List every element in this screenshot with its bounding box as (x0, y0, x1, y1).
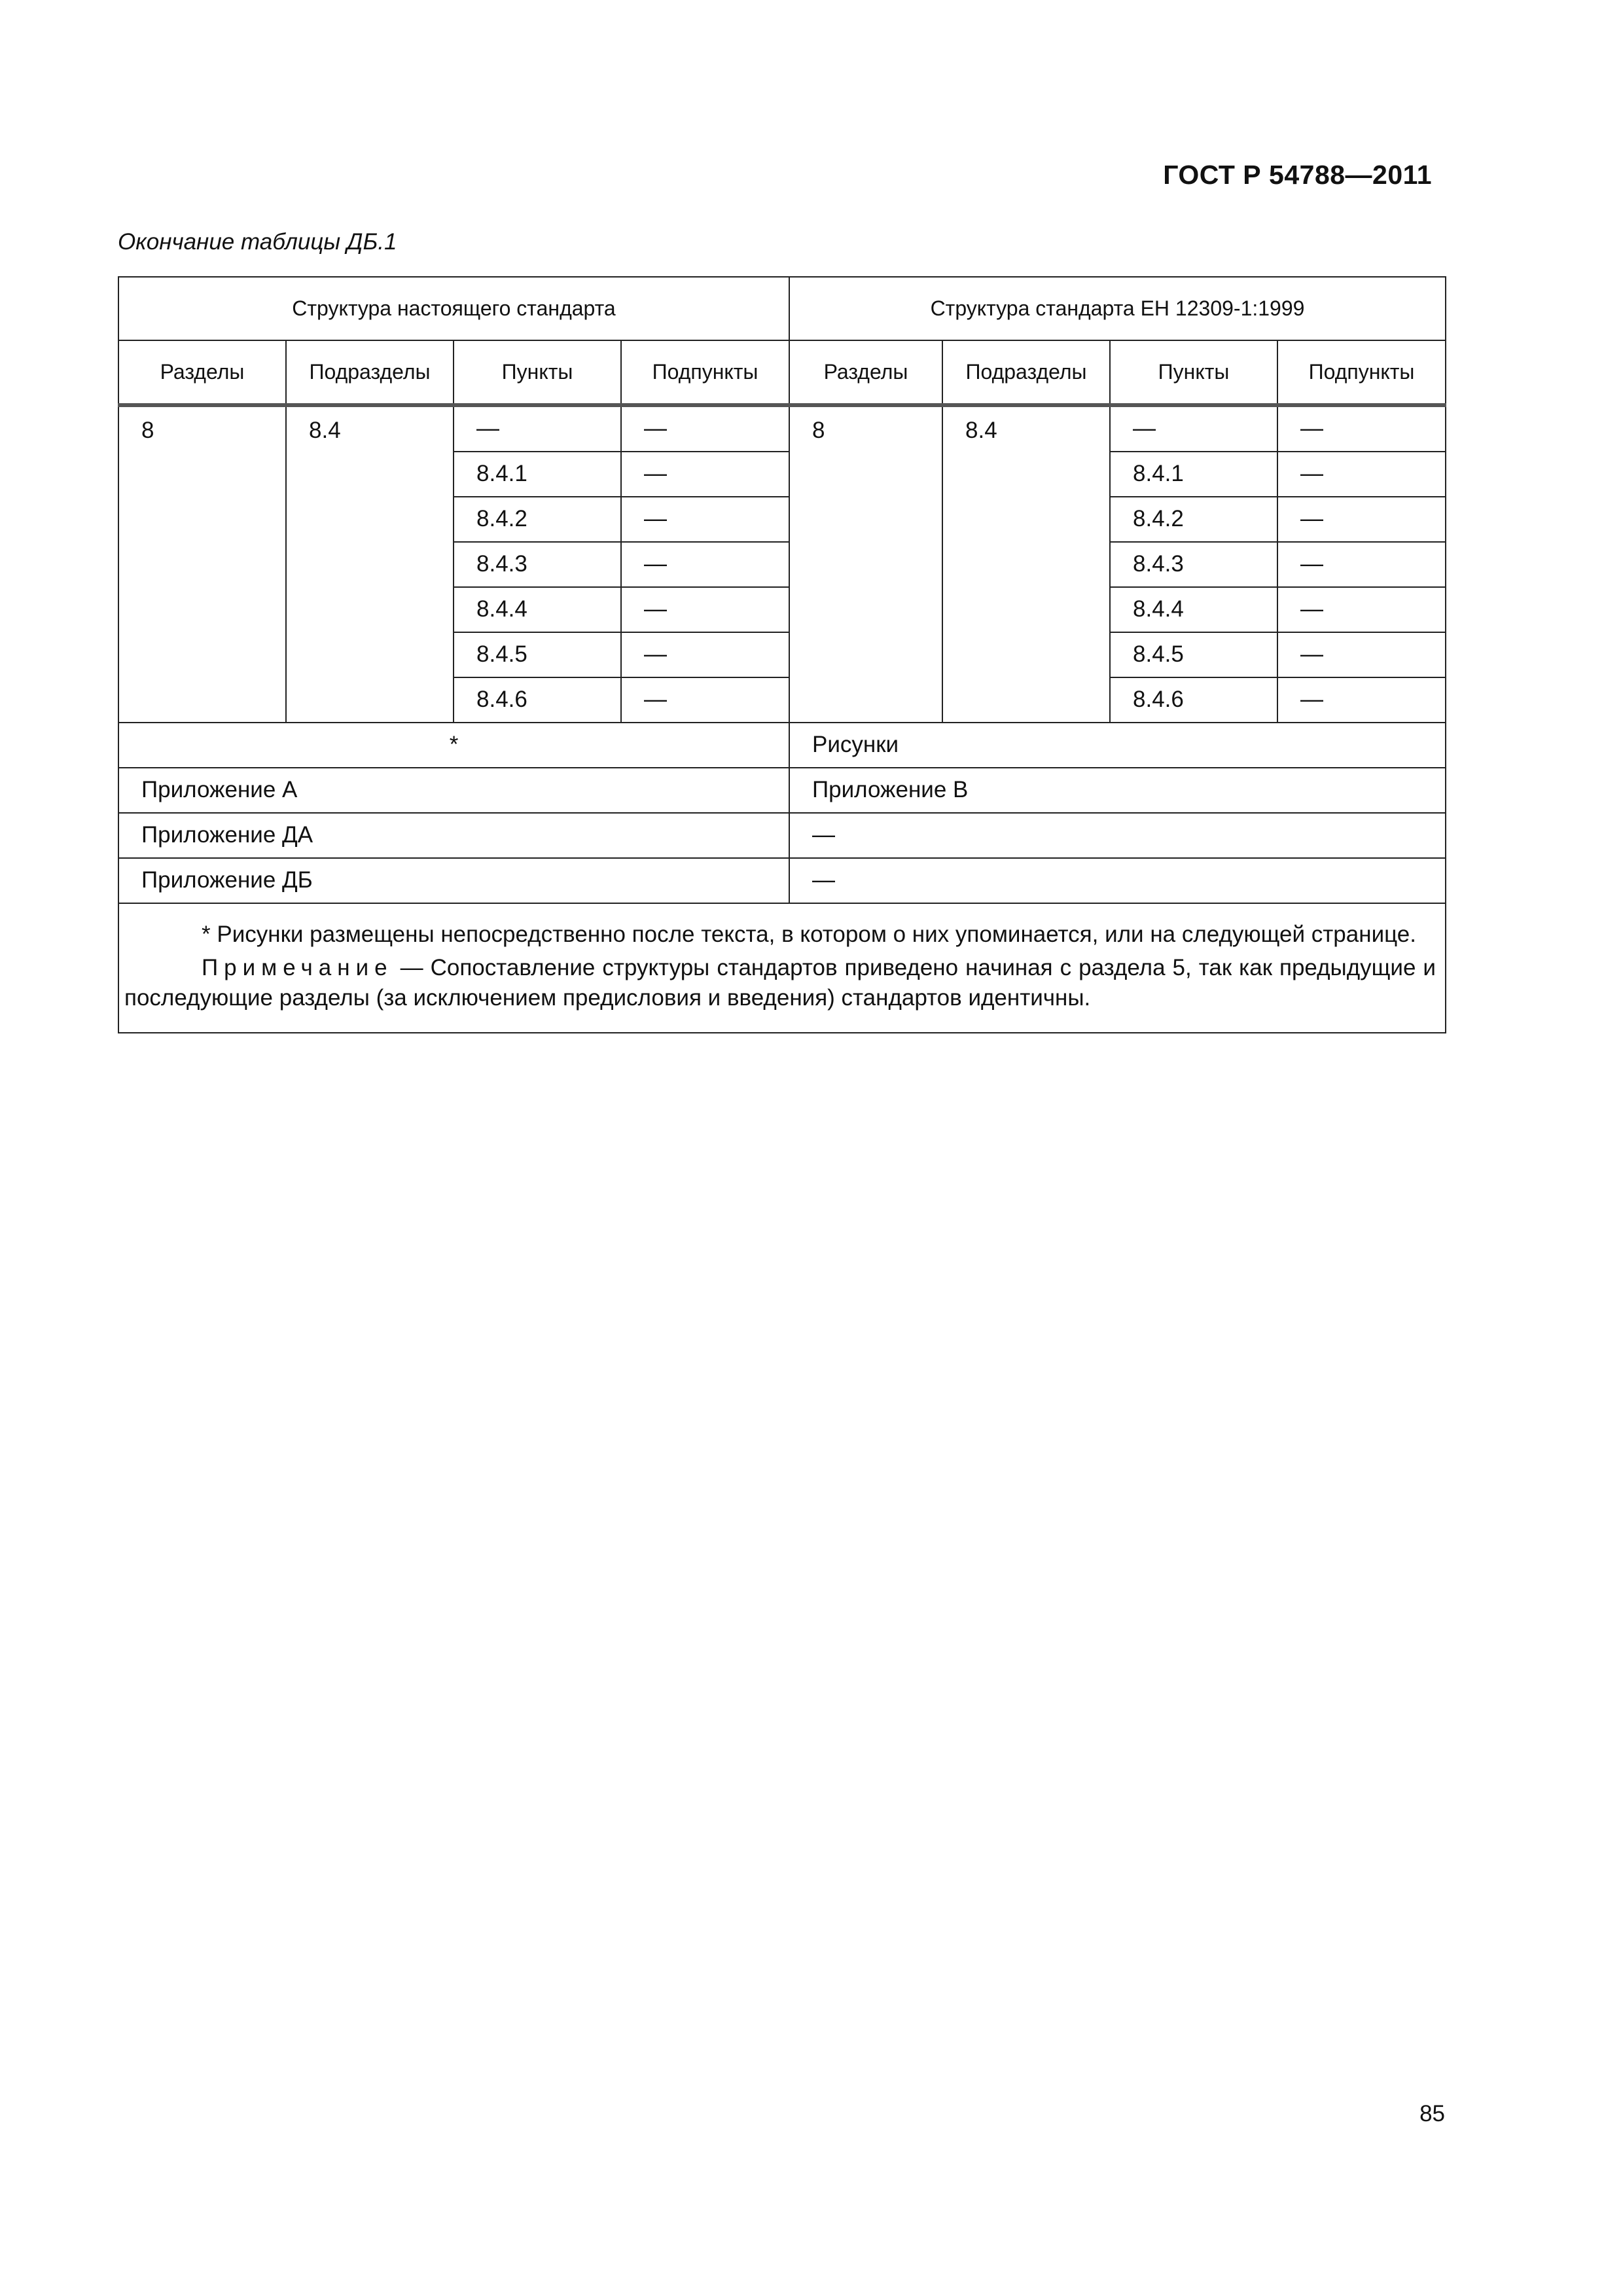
table-row (118, 858, 1446, 903)
note-text: — Сопоставление структуры стандартов приведено начиная с раздела 5, так как предыдущие и последующие разделы (за исключением предисловия и введения) стандартов идентичны. (124, 954, 1436, 1011)
column-header: Разделы (789, 340, 942, 405)
left-subitem-cell: — (621, 497, 789, 542)
right-subitem-cell: — (1277, 452, 1446, 497)
right-appendix-cell: Приложение В (789, 768, 1446, 813)
column-header: Разделы (118, 340, 286, 405)
right-item-cell: 8.4.6 (1110, 677, 1277, 723)
left-item-cell: 8.4.4 (454, 587, 621, 632)
left-subitem-cell: — (621, 452, 789, 497)
right-subitem-cell: — (1277, 405, 1446, 452)
table-row (118, 723, 1446, 768)
left-appendix-cell: Приложение ДБ (118, 858, 789, 903)
right-subitem-cell: — (1277, 497, 1446, 542)
left-appendix-cell: Приложение ДА (118, 813, 789, 858)
table-caption: Окончание таблицы ДБ.1 (118, 229, 397, 255)
left-item-cell: 8.4.5 (454, 632, 621, 677)
right-item-cell: — (1110, 405, 1277, 452)
group-header-right: Структура стандарта ЕН 12309-1:1999 (789, 277, 1446, 340)
left-footnote-marker-cell: * (118, 723, 789, 768)
left-item-cell: 8.4.3 (454, 542, 621, 587)
right-section-cell: 8 (789, 405, 942, 723)
notes-row (118, 903, 1446, 1033)
note-paragraph (124, 953, 1436, 1014)
table-row (118, 813, 1446, 858)
column-header: Подпункты (621, 340, 789, 405)
column-header: Подразделы (942, 340, 1110, 405)
note-label: Примечание (202, 954, 393, 980)
right-appendix-cell: — (789, 858, 1446, 903)
right-subitem-cell: — (1277, 632, 1446, 677)
group-header-left: Структура настоящего стандарта (118, 277, 789, 340)
left-subitem-cell: — (621, 632, 789, 677)
left-section-cell: 8 (118, 405, 286, 723)
table-row (118, 768, 1446, 813)
right-figures-cell: Рисунки (789, 723, 1446, 768)
comparison-table (118, 276, 1446, 1033)
left-item-cell: 8.4.6 (454, 677, 621, 723)
column-header: Подпункты (1277, 340, 1446, 405)
left-item-cell: — (454, 405, 621, 452)
left-subitem-cell: — (621, 587, 789, 632)
left-appendix-cell: Приложение А (118, 768, 789, 813)
left-subitem-cell: — (621, 542, 789, 587)
column-header: Пункты (1110, 340, 1277, 405)
left-subsection-cell: 8.4 (286, 405, 454, 723)
right-item-cell: 8.4.4 (1110, 587, 1277, 632)
column-header: Подразделы (286, 340, 454, 405)
standard-id: ГОСТ Р 54788—2011 (1163, 160, 1432, 190)
right-subitem-cell: — (1277, 587, 1446, 632)
right-item-cell: 8.4.2 (1110, 497, 1277, 542)
right-subitem-cell: — (1277, 542, 1446, 587)
right-subitem-cell: — (1277, 677, 1446, 723)
right-item-cell: 8.4.3 (1110, 542, 1277, 587)
right-item-cell: 8.4.1 (1110, 452, 1277, 497)
table-notes (118, 903, 1446, 1033)
left-item-cell: 8.4.2 (454, 497, 621, 542)
right-item-cell: 8.4.5 (1110, 632, 1277, 677)
table-row (118, 405, 1446, 452)
left-subitem-cell: — (621, 677, 789, 723)
page-number: 85 (1419, 2101, 1445, 2126)
footnote-text: * Рисунки размещены непосредственно после текста, в котором о них упоминается, или на следующей странице. (202, 922, 1416, 947)
right-subsection-cell: 8.4 (942, 405, 1110, 723)
column-header-row (118, 340, 1446, 405)
left-item-cell: 8.4.1 (454, 452, 621, 497)
column-header: Пункты (454, 340, 621, 405)
group-header-row (118, 277, 1446, 340)
right-appendix-cell: — (789, 813, 1446, 858)
left-subitem-cell: — (621, 405, 789, 452)
